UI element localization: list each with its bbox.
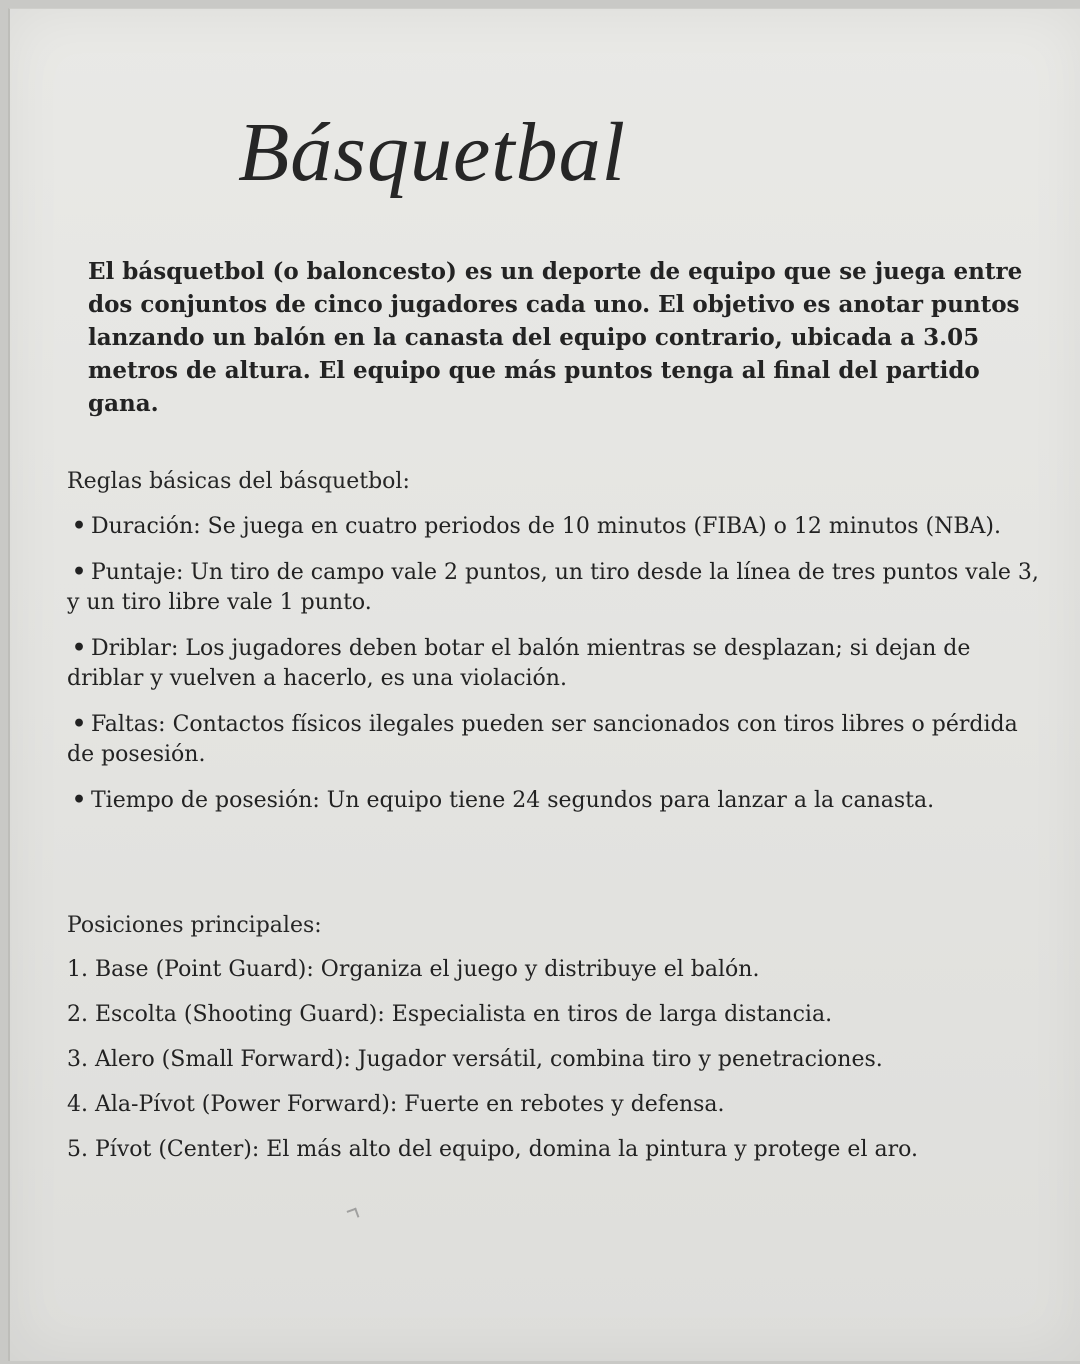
list-item: 2. Escolta (Shooting Guard): Especialista en tiros de larga distancia. <box>67 1002 833 1027</box>
list-item <box>67 511 1047 542</box>
bullet-icon: • <box>71 513 87 539</box>
rules-heading: Reglas básicas del básquetbol: <box>67 469 410 494</box>
bullet-icon: • <box>71 559 87 585</box>
list-item: 3. Alero (Small Forward): Jugador versátil, combina tiro y penetraciones. <box>67 1047 883 1072</box>
list-item: 4. Ala-Pívot (Power Forward): Fuerte en rebotes y defensa. <box>67 1092 725 1117</box>
list-item <box>67 557 1047 618</box>
bullet-icon: • <box>71 635 87 661</box>
pen-mark <box>347 1208 360 1221</box>
rule-text: Tiempo de posesión: Un equipo tiene 24 segundos para lanzar a la canasta. <box>91 788 935 813</box>
positions-heading: Posiciones principales: <box>67 913 322 938</box>
list-item: 1. Base (Point Guard): Organiza el juego y distribuye el balón. <box>67 957 760 982</box>
positions-list <box>67 955 1067 1180</box>
list-item <box>67 709 1047 770</box>
rule-text: Duración: Se juega en cuatro periodos de 10 minutos (FIBA) o 12 minutos (NBA). <box>91 514 1001 539</box>
list-item <box>67 633 1047 694</box>
rule-text: Puntaje: Un tiro de campo vale 2 puntos, un tiro desde la línea de tres puntos vale 3, y un tiro libre vale 1 punto. <box>67 560 1039 615</box>
rules-list <box>67 511 1047 831</box>
bullet-icon: • <box>71 787 87 813</box>
document-page <box>8 8 1080 1361</box>
bullet-icon: • <box>71 711 87 737</box>
list-item: 5. Pívot (Center): El más alto del equipo, domina la pintura y protege el aro. <box>67 1137 918 1162</box>
intro-paragraph: El básquetbol (o baloncesto) es un deporte de equipo que se juega entre dos conjuntos de cinco jugadores cada uno. El objetivo es anotar puntos lanzando un balón en la canasta del equipo contrario, ubicada a 3.05 metros de altura. El equipo que más puntos tenga al final del partido gana. <box>88 258 1023 417</box>
list-item <box>67 785 1047 816</box>
rule-text: Faltas: Contactos físicos ilegales pueden ser sancionados con tiros libres o pérdida de posesión. <box>67 712 1018 767</box>
document-title: Básquetbal <box>238 106 626 199</box>
rule-text: Driblar: Los jugadores deben botar el balón mientras se desplazan; si dejan de driblar y vuelven a hacerlo, es una violación. <box>67 636 971 691</box>
